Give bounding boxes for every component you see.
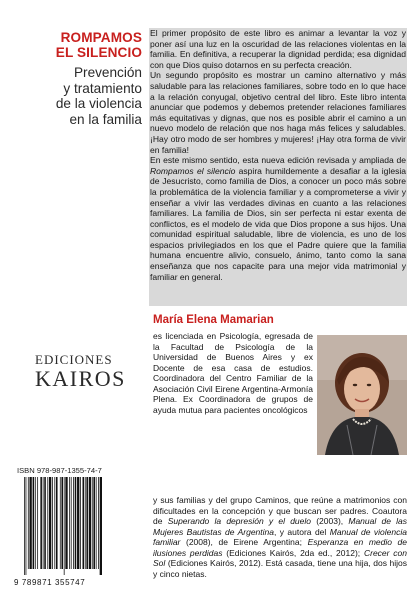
author-bio-text: (Ediciones Kairós, 2da ed., 2012); bbox=[222, 547, 364, 558]
barcode-bar bbox=[75, 477, 77, 569]
barcode-bar bbox=[83, 477, 85, 569]
author-bio-book-title: Esperanza en medio de ilusiones perdidas bbox=[153, 537, 408, 558]
synopsis-paragraph: Un segundo propósito es mostrar un camino alternativo y más saludable para las relaciones familiares, sobre todo en lo que hace a la relación conyugal, objetivo central del libro. Este libro intenta anunciar que podemos y debemos pretender relaciones familiares más equitativas y dignas, que nos es posible abrir el camino a un nuevo modelo de relación que nos haga más felices y saludables. ¡Hay otro modo de ser hombres y mujeres! ¡Hay otra forma de vivir en familia! bbox=[150, 70, 406, 155]
barcode-bar bbox=[69, 477, 70, 569]
barcode-bar bbox=[98, 477, 99, 569]
synopsis-book-title-italic: Rompamos el silencio bbox=[150, 165, 236, 176]
book-subtitle bbox=[14, 65, 142, 127]
author-bio-top bbox=[153, 331, 313, 415]
barcode-bar bbox=[56, 477, 58, 569]
author-bio-text: (Ediciones Kairós, 2012). Está casada, tiene una hija, dos hijos y cinco nietas. bbox=[153, 558, 407, 579]
barcode-bar bbox=[49, 477, 51, 569]
barcode-digits: 9 789871 355747 bbox=[14, 578, 86, 587]
barcode-bar bbox=[60, 477, 61, 569]
publisher-logo bbox=[35, 352, 150, 392]
synopsis-text-run: En este mismo sentido, esta nueva edición revisada y ampliada de bbox=[150, 155, 406, 166]
barcode-bar bbox=[73, 477, 74, 569]
barcode-bar bbox=[47, 477, 48, 569]
book-title-line2: EL SILENCIO bbox=[55, 45, 142, 60]
author-bio-text: (2008), de Eirene Argentina; bbox=[180, 537, 308, 547]
subtitle-line: de la violencia bbox=[55, 96, 142, 111]
barcode-bar bbox=[64, 477, 65, 575]
barcode-bar bbox=[44, 477, 46, 569]
subtitle-line: Prevención bbox=[73, 65, 142, 80]
author-photo bbox=[317, 335, 407, 455]
barcode-bar bbox=[93, 477, 95, 569]
author-bio-book-title: Manual de violencia familiar bbox=[153, 526, 407, 547]
title-block bbox=[14, 30, 142, 127]
barcode-bar bbox=[89, 477, 91, 569]
synopsis-paragraph: El primer propósito de este libro es animar a levantar la voz y poner así una luz en la oscuridad de las relaciones violentas en la familia. En definitiva, a recuperar la dignidad perdida; esa dignidad con que Dios quiso dotarnos en su perfecta creación. bbox=[150, 28, 406, 70]
barcode-bar bbox=[65, 477, 67, 569]
barcode-bar bbox=[80, 477, 81, 569]
barcode-image bbox=[22, 477, 134, 577]
author-portrait-image bbox=[317, 335, 407, 455]
author-bio-text: es licenciada en Psicología, egresada de la Facultad de Psicología de la Universidad de Buenos Aires y ex Docente de esa casa de estudios. Coordinadora del Centro Familiar de la Asociación Civil Eirene Argentina-Armonía Plena. Ex Coordinadora de grupos de ayuda mutua para pacientes oncológicos bbox=[153, 331, 313, 415]
barcode-bar bbox=[28, 477, 29, 569]
isbn-label: ISBN 978-987-1355-74-7 bbox=[17, 466, 102, 475]
author-bio-book-title: Crecer con Sol bbox=[153, 547, 407, 568]
barcode-bar bbox=[54, 477, 55, 569]
barcode-bar bbox=[77, 477, 79, 569]
barcode-bar bbox=[33, 477, 35, 569]
synopsis-paragraph bbox=[150, 155, 406, 282]
barcode-bar bbox=[86, 477, 88, 569]
synopsis-text-run: aspira humildemente a desafiar a la iglesia de Jesucristo, como familia de Dios, a conocer un poco más sobre la problemática de la violencia familiar y a comprometerse a vivir y enseñar a vivir las verdades divinas en cuanto a las relaciones familiares. La familia de Dios, sin ser perfecta ni estar exenta de conflictos, es el modelo de vida que Dios propone a sus hijos. Una comunidad espiritual saludable, libre de violencia, es uno de los espacios privilegiados en los que el Padre quiere que la familia humana encuentre alivio, consuelo, ánimo, tanto como la sana enseñanza que nos capacite para una mejor vida matrimonial y familiar en general. bbox=[150, 165, 406, 282]
author-bio-text: , y autora del bbox=[273, 526, 330, 537]
author-bio-continued bbox=[153, 495, 407, 579]
subtitle-line: y tratamiento bbox=[63, 80, 142, 96]
author-name: María Elena Mamarian bbox=[153, 314, 274, 326]
barcode-bar bbox=[26, 477, 27, 575]
author-bio-text: (2003), bbox=[311, 516, 349, 526]
barcode-bar bbox=[71, 477, 72, 569]
barcode-bar bbox=[52, 477, 53, 569]
barcode-bar bbox=[29, 477, 31, 569]
barcode-bar bbox=[61, 477, 63, 569]
barcode-bar bbox=[100, 477, 102, 575]
publisher-logo-main: KAIROS bbox=[35, 366, 126, 391]
barcode-bar bbox=[85, 477, 86, 569]
barcode-bar bbox=[37, 477, 38, 569]
publisher-logo-top: EDICIONES bbox=[35, 352, 113, 367]
author-bio-book-title: Manual de las Mujeres Bautistas de Argentina bbox=[153, 516, 408, 537]
subtitle-line: en la familia bbox=[69, 111, 142, 127]
barcode-bar bbox=[96, 477, 97, 569]
barcode-bar bbox=[24, 477, 25, 575]
barcode-bar bbox=[43, 477, 44, 569]
barcode-bar bbox=[35, 477, 36, 569]
synopsis-text bbox=[150, 28, 406, 282]
author-bio-book-title: Superando la depresión y el duelo bbox=[167, 516, 311, 526]
author-bio-text: y sus familias y del grupo Caminos, que reúne a matrimonios con dificultades en la concepción y que buscan ser padres. Coautora de bbox=[153, 495, 407, 526]
book-title-line1: ROMPAMOS bbox=[60, 30, 142, 45]
barcode-bar bbox=[40, 477, 42, 569]
barcode-bar bbox=[92, 477, 93, 569]
